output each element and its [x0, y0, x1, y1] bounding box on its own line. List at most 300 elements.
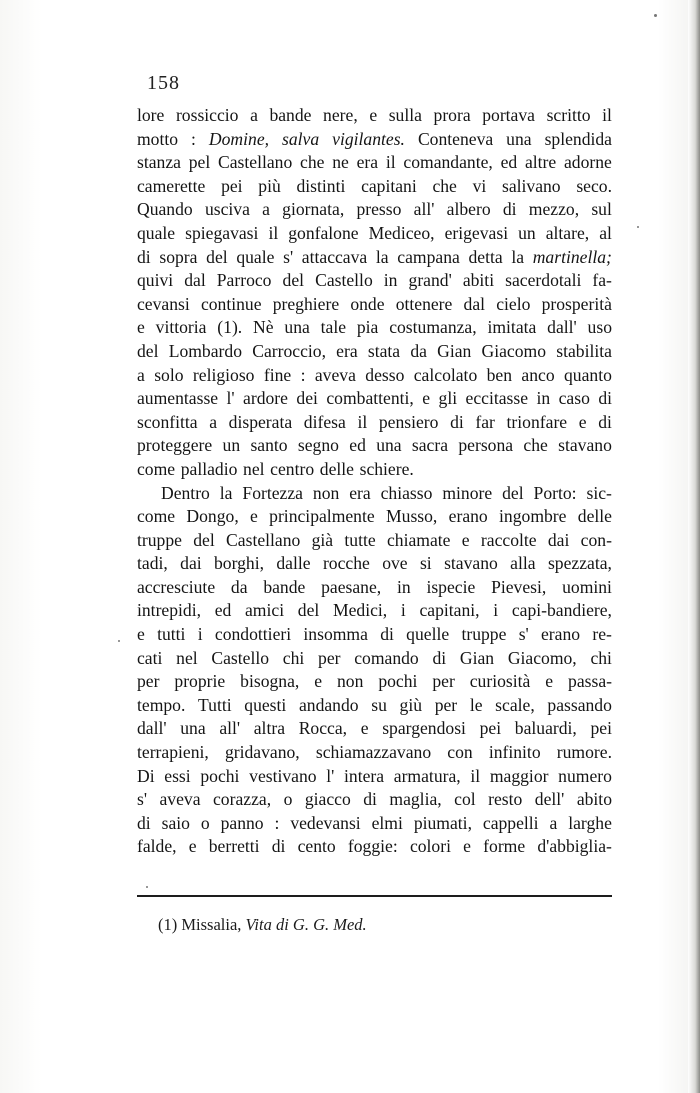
- word: re-: [592, 624, 612, 645]
- text-line: [137, 694, 612, 718]
- word: rocche: [322, 553, 370, 574]
- word: mezzo,: [528, 199, 580, 220]
- word: anco: [521, 364, 555, 385]
- word: costumanza,: [389, 317, 477, 338]
- word: con: [447, 742, 473, 763]
- word: continue: [200, 293, 262, 314]
- word: nere,: [323, 105, 358, 125]
- word: a: [549, 812, 558, 833]
- word: e: [545, 671, 554, 692]
- word: a: [137, 364, 145, 385]
- word: dall': [137, 718, 167, 739]
- word: pia: [356, 317, 379, 338]
- word: tadi,: [137, 553, 168, 574]
- word: dal: [184, 270, 206, 291]
- word: come: [137, 506, 176, 527]
- word: giacco: [304, 789, 351, 810]
- word: passando: [547, 694, 612, 715]
- word: tutte: [344, 529, 376, 550]
- word: di: [598, 411, 612, 432]
- word: :: [274, 812, 280, 833]
- word: prora: [433, 105, 471, 125]
- word: presso: [356, 199, 402, 220]
- word: quanto: [564, 364, 612, 385]
- page-edge-shadow: [688, 0, 700, 1093]
- word: il: [268, 222, 279, 243]
- word: di: [450, 411, 464, 432]
- word: fa-: [592, 270, 612, 291]
- word: stanza: [137, 152, 181, 173]
- word: di: [502, 199, 517, 220]
- word: era: [356, 152, 379, 173]
- word: Di: [137, 765, 155, 786]
- word: non: [312, 482, 340, 503]
- word: all': [219, 718, 241, 739]
- word: i: [400, 600, 406, 621]
- word: intera: [344, 765, 385, 786]
- word: distinti: [296, 175, 346, 196]
- word: Castello: [211, 647, 270, 668]
- word: l': [226, 388, 235, 409]
- word: per: [318, 647, 341, 668]
- word: quivi: [137, 270, 174, 291]
- word: larghe: [568, 812, 612, 833]
- word: gli: [438, 388, 458, 409]
- footnote-title: Vita di G. G. Med.: [245, 915, 367, 934]
- word: saio: [161, 812, 190, 833]
- word: e: [250, 506, 258, 527]
- word: comandante,: [403, 152, 493, 173]
- word: Lombardo: [168, 340, 242, 361]
- word: Porto:: [533, 482, 577, 503]
- word: Parroco: [216, 270, 272, 291]
- word: e: [137, 624, 145, 645]
- word: bisogna,: [240, 671, 300, 692]
- word: prosperità: [541, 293, 612, 314]
- word: di: [598, 388, 612, 409]
- word: quale: [137, 222, 176, 243]
- word: comando: [354, 647, 419, 668]
- word: rossiccio: [175, 105, 239, 125]
- word: e: [461, 529, 470, 550]
- word: nel: [243, 458, 265, 479]
- word: erano: [448, 506, 488, 527]
- word: Gian: [459, 647, 495, 668]
- word: bande: [269, 105, 312, 125]
- footnote-rule: [137, 895, 612, 897]
- footnote: [158, 915, 367, 935]
- word: del: [206, 246, 228, 267]
- text-line: [137, 151, 612, 175]
- word: era: [349, 482, 371, 503]
- word: un: [518, 222, 536, 243]
- word: vedevansi: [290, 812, 361, 833]
- text-line: [137, 505, 612, 529]
- text-line: [137, 434, 612, 458]
- word: corazza,: [213, 789, 272, 810]
- word: persona: [458, 435, 514, 456]
- word: su: [371, 694, 387, 715]
- word: s': [518, 624, 529, 645]
- word: schiamazzavano: [315, 742, 432, 763]
- text-line: [137, 670, 612, 694]
- text-line: [137, 104, 612, 128]
- word: il: [385, 152, 396, 173]
- word: Dentro: [161, 482, 210, 503]
- word: sacerdotali: [505, 270, 582, 291]
- word: una: [284, 317, 310, 338]
- word: elmi: [371, 812, 403, 833]
- word: armatura,: [393, 765, 461, 786]
- word: Fortezza: [242, 482, 303, 503]
- word: o: [200, 812, 210, 833]
- text-line: [137, 458, 612, 482]
- word: tale: [320, 317, 347, 338]
- word: la: [219, 482, 233, 503]
- word: giornata,: [282, 199, 345, 220]
- word: altare,: [545, 222, 590, 243]
- word: berretti: [208, 836, 260, 857]
- word: scritto: [546, 105, 591, 125]
- word: adorne: [563, 152, 612, 173]
- word: numero: [558, 765, 612, 786]
- word: solo: [154, 364, 184, 385]
- word: Tutti: [198, 694, 232, 715]
- word: ed: [214, 600, 232, 621]
- word: i: [493, 600, 499, 621]
- word: lore: [137, 105, 165, 125]
- word: uso: [587, 317, 612, 338]
- text-line: [137, 765, 612, 789]
- word: questi: [244, 694, 287, 715]
- word: la: [511, 246, 525, 267]
- word: a: [262, 199, 270, 220]
- word: una: [180, 718, 206, 739]
- word: cevansi: [137, 293, 190, 314]
- word: forme: [483, 836, 526, 857]
- text-line: [137, 246, 612, 270]
- word: aveva: [314, 364, 356, 385]
- word: proteggere: [137, 435, 213, 456]
- word: con-: [580, 529, 612, 550]
- word: :: [300, 364, 306, 385]
- word: spezzata,: [547, 553, 612, 574]
- word: usciva: [204, 199, 250, 220]
- word: minore: [442, 482, 493, 503]
- word: detta: [468, 246, 503, 267]
- text-line: [137, 576, 612, 600]
- word: pochi: [378, 671, 418, 692]
- word: una: [506, 128, 532, 149]
- word: calcolato: [413, 364, 478, 385]
- word: tempo.: [137, 694, 186, 715]
- italic-word: salva: [282, 128, 320, 149]
- italic-word: Domine,: [208, 128, 270, 149]
- text-line: [137, 647, 612, 671]
- word: vestivano: [249, 765, 317, 786]
- word: salivano: [501, 175, 561, 196]
- word: gonfalone: [288, 222, 359, 243]
- word: da: [410, 340, 427, 361]
- word: pensiero: [378, 411, 439, 432]
- word: Carroccio,: [252, 340, 326, 361]
- word: andando: [298, 694, 359, 715]
- word: Conteneva: [417, 128, 494, 149]
- word: aumentasse: [137, 388, 219, 409]
- word: truppe: [137, 529, 182, 550]
- word: splendida: [544, 128, 612, 149]
- word: resto: [488, 789, 523, 810]
- word: il: [470, 765, 481, 786]
- text-line: [137, 835, 612, 859]
- word: Castellano: [218, 152, 293, 173]
- word: per: [432, 671, 455, 692]
- word: chi: [282, 647, 305, 668]
- word: già: [311, 529, 334, 550]
- text-line: [137, 717, 612, 741]
- word: curiosità: [469, 671, 531, 692]
- word: albero: [446, 199, 491, 220]
- word: al: [599, 222, 612, 243]
- italic-word: martinella;: [532, 246, 612, 267]
- word: tutti: [157, 624, 186, 645]
- text-line: [137, 529, 612, 553]
- word: per: [137, 671, 160, 692]
- word: vittoria: [155, 317, 207, 338]
- word: più: [258, 175, 281, 196]
- word: ne: [332, 152, 349, 173]
- text-line: [137, 482, 612, 506]
- word: di: [380, 624, 394, 645]
- word: stabilita: [556, 340, 612, 361]
- word: ben: [486, 364, 513, 385]
- word: di: [363, 789, 377, 810]
- word: schiere.: [359, 458, 414, 479]
- word: terrapieni,: [137, 742, 209, 763]
- word: e: [188, 836, 197, 857]
- word: far: [475, 411, 495, 432]
- text-line: [137, 741, 612, 765]
- word: chiamate: [387, 529, 451, 550]
- word: una: [376, 435, 402, 456]
- word: il: [357, 411, 368, 432]
- word: ed: [500, 152, 518, 173]
- word: Dongo,: [186, 506, 239, 527]
- word: raccolte: [480, 529, 537, 550]
- word: bande: [263, 576, 306, 597]
- word: cappelli: [482, 812, 539, 833]
- word: l': [326, 765, 335, 786]
- word: di: [137, 246, 151, 267]
- word: amici: [245, 600, 285, 621]
- text-line: [137, 552, 612, 576]
- word: Gian: [437, 340, 472, 361]
- word: e: [360, 718, 369, 739]
- word: come: [137, 458, 176, 479]
- word: religioso: [192, 364, 255, 385]
- word: ottenere: [395, 293, 453, 314]
- word: eccitasse: [465, 388, 529, 409]
- italic-word: vigilantes.: [332, 128, 405, 149]
- word: del: [282, 270, 305, 291]
- word: Nè: [253, 317, 274, 338]
- word: per: [434, 694, 458, 715]
- word: ispecie: [426, 576, 476, 597]
- word: dell': [534, 789, 565, 810]
- word: che: [432, 175, 457, 196]
- word: gridavano,: [224, 742, 300, 763]
- word: scale,: [495, 694, 535, 715]
- word: di: [271, 836, 286, 857]
- word: non: [336, 671, 364, 692]
- word: baluardi,: [514, 718, 577, 739]
- word: delle: [319, 458, 354, 479]
- word: sul: [591, 199, 612, 220]
- word: difesa: [303, 411, 346, 432]
- word: spargendosi: [382, 718, 466, 739]
- word: quale: [236, 246, 275, 267]
- word: dal: [463, 293, 486, 314]
- word: sulla: [388, 105, 422, 125]
- word: borghi,: [214, 553, 265, 574]
- word: pei: [221, 175, 243, 196]
- word: il: [602, 105, 612, 125]
- word: ove: [382, 553, 408, 574]
- word: pei: [479, 718, 502, 739]
- word: seco.: [576, 175, 612, 196]
- word: del: [502, 482, 524, 503]
- word: chi: [590, 647, 612, 668]
- word: dai: [547, 529, 570, 550]
- word: pochi: [200, 765, 240, 786]
- word: dalle: [276, 553, 311, 574]
- word: pei: [590, 718, 612, 739]
- text-line: [137, 316, 612, 340]
- text-line: [137, 788, 612, 812]
- word: capitani,: [419, 600, 480, 621]
- word: dei: [296, 388, 318, 409]
- word: altre: [524, 152, 557, 173]
- word: cento: [297, 836, 336, 857]
- word: o: [283, 789, 293, 810]
- word: un: [222, 435, 241, 456]
- word: (1).: [217, 317, 243, 338]
- word: falde,: [137, 836, 177, 857]
- word: cielo: [496, 293, 531, 314]
- word: Quando: [137, 199, 193, 220]
- word: palladio: [180, 458, 238, 479]
- word: passa-: [568, 671, 612, 692]
- word: sconfitta: [137, 411, 198, 432]
- word: intrepidi,: [137, 600, 202, 621]
- footnote-author: Missalia,: [181, 915, 246, 934]
- word: uomini: [562, 576, 612, 597]
- word: disperata: [228, 411, 293, 432]
- word: e: [463, 836, 471, 857]
- word: paesane,: [321, 576, 382, 597]
- word: a: [250, 105, 258, 125]
- word: capi-bandiere,: [511, 600, 612, 621]
- word: preghiere: [272, 293, 340, 314]
- word: ardore: [243, 388, 288, 409]
- word: le: [469, 694, 483, 715]
- word: essi: [164, 765, 191, 786]
- text-line: [137, 222, 612, 246]
- word: desso: [365, 364, 405, 385]
- word: s': [137, 789, 148, 810]
- word: caso: [558, 388, 590, 409]
- word: colori: [409, 836, 451, 857]
- text-line: [137, 128, 612, 152]
- word: Pievesi,: [491, 576, 547, 597]
- word: abito: [576, 789, 612, 810]
- word: Castello: [315, 270, 373, 291]
- word: centro: [270, 458, 315, 479]
- word: pel: [188, 152, 211, 173]
- word: altra: [253, 718, 286, 739]
- word: attaccava: [301, 246, 368, 267]
- word: stavano: [558, 435, 612, 456]
- word: alla: [510, 553, 536, 574]
- text-line: [137, 269, 612, 293]
- word: combattenti,: [326, 388, 414, 409]
- word: erano: [541, 624, 581, 645]
- word: che: [523, 435, 548, 456]
- word: i: [197, 624, 203, 645]
- word: dall': [547, 317, 577, 338]
- text-line: [137, 599, 612, 623]
- word: delle: [577, 506, 612, 527]
- text-line: [137, 411, 612, 435]
- word: da: [230, 576, 248, 597]
- word: e: [137, 317, 145, 338]
- paper-speck: [118, 640, 120, 642]
- word: Medici,: [332, 600, 388, 621]
- word: infinito: [488, 742, 541, 763]
- text-line: [137, 340, 612, 364]
- word: proprie: [174, 671, 226, 692]
- word: onde: [350, 293, 385, 314]
- word: di: [137, 812, 151, 833]
- word: erigevasi: [444, 222, 509, 243]
- paper-speck: [146, 886, 148, 888]
- word: a: [209, 411, 218, 432]
- body-text: [137, 104, 612, 859]
- word: Musso,: [386, 506, 438, 527]
- word: del: [193, 529, 215, 550]
- word: e: [369, 105, 378, 125]
- word: campana: [397, 246, 460, 267]
- word: del: [297, 600, 320, 621]
- text-line: [137, 812, 612, 836]
- text-line: [137, 293, 612, 317]
- word: santo: [250, 435, 288, 456]
- word: camerette: [137, 175, 206, 196]
- word: spiegavasi: [185, 222, 259, 243]
- word: in: [536, 388, 551, 409]
- word: d'abbiglia-: [537, 836, 612, 857]
- word: Giacomo: [481, 340, 547, 361]
- word: motto: [137, 128, 179, 149]
- text-line: [137, 623, 612, 647]
- page-number: 158: [147, 72, 180, 94]
- word: in: [383, 270, 398, 291]
- paper-speck: [654, 14, 657, 17]
- word: di: [432, 647, 447, 668]
- word: quelle: [406, 624, 450, 645]
- word: stavano: [444, 553, 498, 574]
- word: col: [454, 789, 476, 810]
